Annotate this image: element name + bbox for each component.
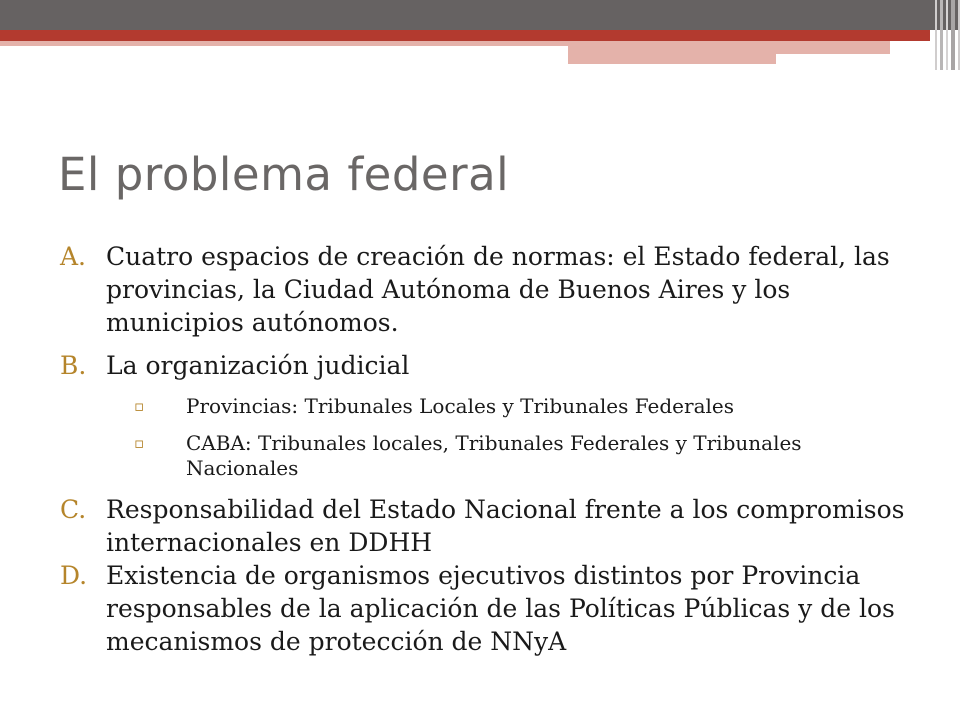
slide-title: El problema federal [58, 148, 510, 201]
header-band-red [0, 30, 930, 41]
sub-list-item-text: Provincias: Tribunales Locales y Tribunales Federales [186, 394, 734, 418]
list-marker: A. [60, 242, 87, 271]
header-vertical-stripes [930, 0, 960, 70]
list-item-text: La organización judicial [106, 351, 410, 380]
list-item-b [60, 349, 920, 481]
list-item-text: Existencia de organismos ejecutivos distintos por Provincia responsables de la aplicación de las Políticas Públicas y de los mecanismos de protección de NNyA [106, 561, 895, 656]
header-band-pink-step-lower [568, 54, 776, 64]
slide-content-list [60, 240, 920, 658]
list-item-d [60, 559, 920, 658]
sub-list [106, 394, 920, 481]
square-bullet-icon: ▫ [134, 397, 145, 415]
list-marker: C. [60, 495, 87, 524]
list-item-text: Responsabilidad del Estado Nacional frente a los compromisos internacionales en DDHH [106, 495, 905, 557]
sub-list-item [106, 394, 920, 419]
header-band-line [0, 46, 568, 47]
header-band-dark [0, 0, 960, 30]
list-item-text: Cuatro espacios de creación de normas: el Estado federal, las provincias, la Ciudad Autónoma de Buenos Aires y los municipios autónomos. [106, 242, 890, 337]
sub-list-item [106, 431, 920, 481]
list-item-c [60, 493, 920, 559]
list-marker: B. [60, 351, 87, 380]
square-bullet-icon: ▫ [134, 434, 145, 452]
header-band-pink-step [568, 46, 890, 54]
list-marker: D. [60, 561, 88, 590]
sub-list-item-text: CABA: Tribunales locales, Tribunales Federales y Tribunales Nacionales [186, 431, 802, 480]
list-item-a [60, 240, 920, 339]
